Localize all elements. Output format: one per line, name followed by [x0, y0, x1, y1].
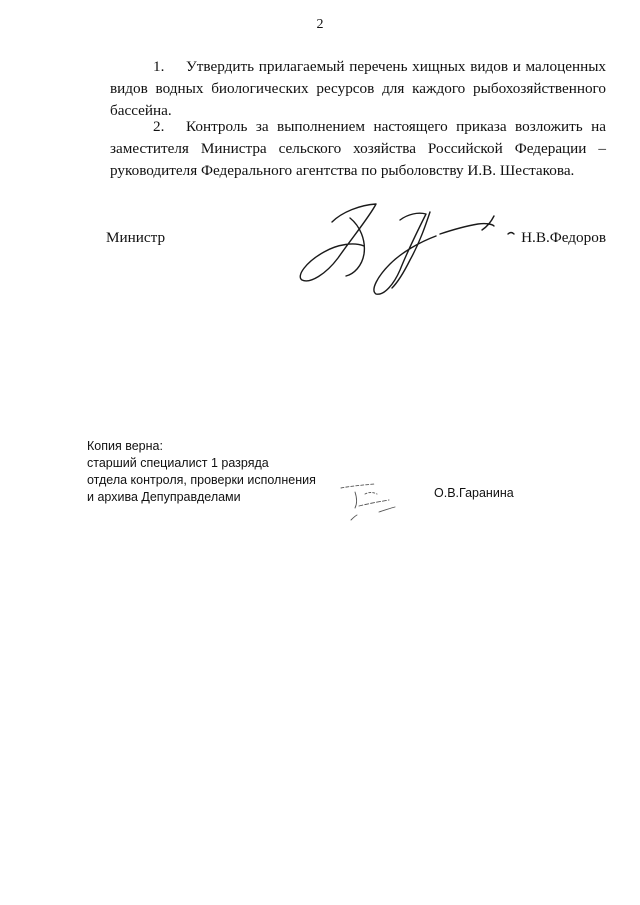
certification-line: старший специалист 1 разряда	[87, 456, 269, 470]
certification-signature	[335, 474, 405, 529]
paragraph-2-number: 2.	[153, 118, 165, 135]
paragraph-2-text: Контроль за выполнением настоящего приказа возложить на заместителя Министра сельского хозяйства Российской Федерации – руководителя Федерального агентства по рыболовству И.В. Шестакова.	[110, 118, 606, 179]
certification-line: Копия верна:	[87, 439, 163, 453]
paragraph-2	[110, 116, 606, 182]
paragraph-1-number: 1.	[153, 58, 165, 75]
handwritten-signature	[280, 190, 520, 305]
paragraph-1	[110, 56, 606, 122]
certification-line: отдела контроля, проверки исполнения	[87, 473, 316, 487]
page-number: 2	[316, 17, 324, 32]
signer-name: Н.В.Федоров	[521, 229, 606, 246]
certification-line: и архива Депуправделами	[87, 490, 241, 504]
certification-block	[87, 438, 316, 506]
signer-title: Министр	[106, 229, 166, 246]
paragraph-1-text: Утвердить прилагаемый перечень хищных видов и малоценных видов водных биологических ресурсов для каждого рыбохозяйственного бассейна.	[110, 58, 606, 119]
certifier-name: О.В.Гаранина	[434, 486, 514, 500]
